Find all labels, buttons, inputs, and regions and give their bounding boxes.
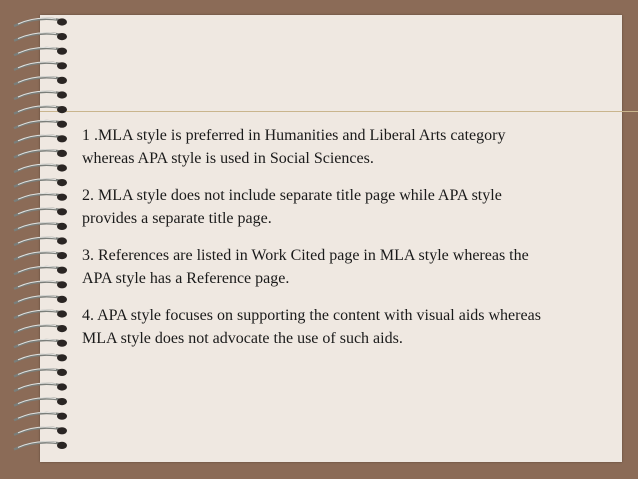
point-1-line-1: 1 .MLA style is preferred in Humanities and Liberal Arts category xyxy=(82,127,506,144)
point-3 xyxy=(82,244,612,290)
comparison-list xyxy=(82,124,612,364)
spiral-ring xyxy=(14,47,67,55)
spiral-ring xyxy=(14,179,67,187)
point-1-line-2: whereas APA style is used in Social Sciences. xyxy=(82,150,374,167)
paper-top-rule xyxy=(40,111,638,112)
spiral-ring xyxy=(14,223,67,231)
point-2-line-2: provides a separate title page. xyxy=(82,210,272,227)
point-3-line-1: 3. References are listed in Work Cited page in MLA style whereas the xyxy=(82,247,529,264)
spiral-ring xyxy=(14,62,67,70)
spiral-ring xyxy=(14,106,67,114)
point-4-line-1: 4. APA style focuses on supporting the content with visual aids whereas xyxy=(82,307,541,324)
spiral-ring xyxy=(14,77,67,85)
spiral-ring xyxy=(14,208,67,216)
spiral-ring xyxy=(14,33,67,41)
spiral-ring xyxy=(14,325,67,333)
spiral-ring xyxy=(14,266,67,274)
point-4-line-2: MLA style does not advocate the use of such aids. xyxy=(82,330,403,347)
spiral-ring xyxy=(14,237,67,245)
point-2-line-1: 2. MLA style does not include separate title page while APA style xyxy=(82,187,502,204)
spiral-binding xyxy=(0,0,80,479)
spiral-ring xyxy=(14,427,67,435)
spiral-ring xyxy=(14,150,67,158)
spiral-ring xyxy=(14,193,67,201)
spiral-ring xyxy=(14,252,67,260)
point-4 xyxy=(82,304,612,350)
spiral-ring xyxy=(14,135,67,143)
spiral-ring xyxy=(14,310,67,318)
point-2 xyxy=(82,184,612,230)
spiral-ring xyxy=(14,369,67,377)
spiral-ring xyxy=(14,398,67,406)
point-3-line-2: APA style has a Reference page. xyxy=(82,270,290,287)
spiral-ring xyxy=(14,281,67,289)
spiral-ring xyxy=(14,164,67,172)
spiral-ring xyxy=(14,412,67,420)
spiral-ring xyxy=(14,18,67,26)
spiral-ring xyxy=(14,383,67,391)
point-1 xyxy=(82,124,612,170)
spiral-ring xyxy=(14,354,67,362)
spiral-ring xyxy=(14,296,67,304)
spiral-ring xyxy=(14,91,67,99)
spiral-ring xyxy=(14,339,67,347)
spiral-ring xyxy=(14,120,67,128)
spiral-ring xyxy=(14,442,67,450)
